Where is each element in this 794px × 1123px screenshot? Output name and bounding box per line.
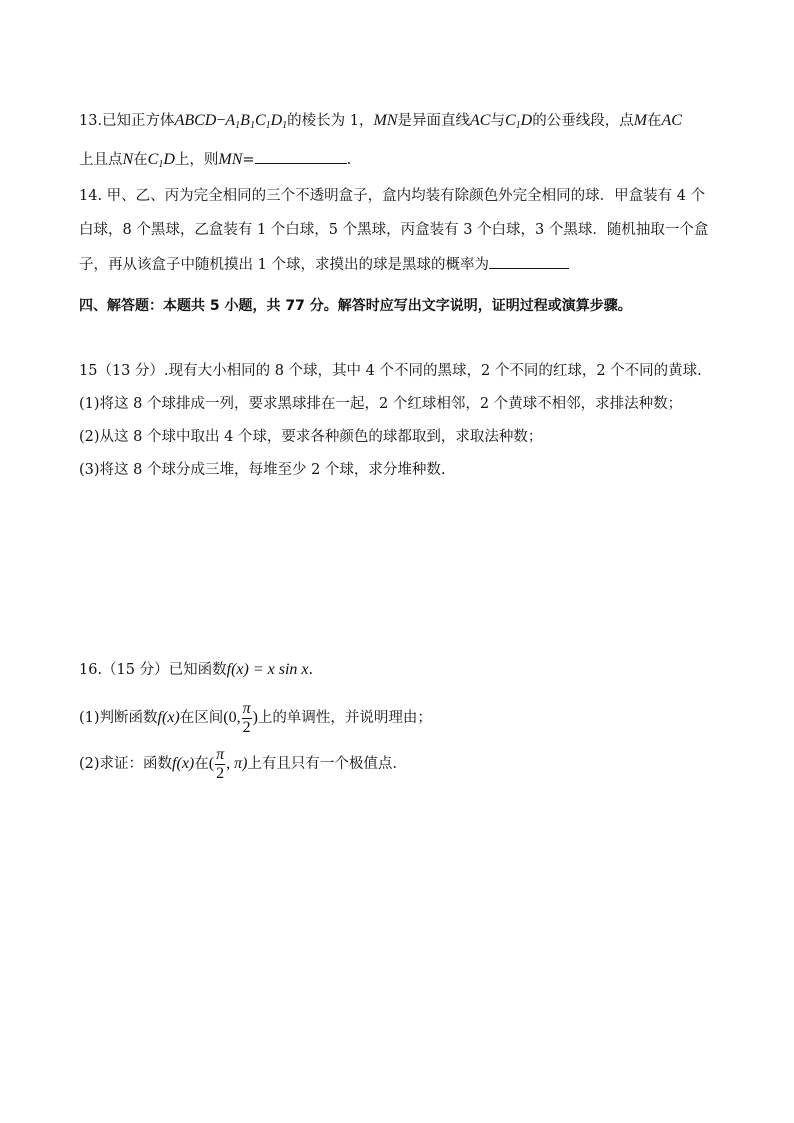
q14-line2: 白球，8 个黑球，乙盒装有 1 个白球，5 个黑球，丙盒装有 3 个白球，3 个黑球．随机抽取一个盒 xyxy=(79,222,709,238)
fraction-pi-over-2: $\frac{\pi}{2}$ xyxy=(216,745,225,782)
q13-line2 xyxy=(79,149,351,170)
point-n: N xyxy=(122,151,134,168)
q16-part2 xyxy=(79,744,397,784)
q14-text: 子，再从该盒子中随机摸出 1 个球，求摸出的球是黑球的概率为 xyxy=(79,257,489,273)
q13-text: 与 xyxy=(490,113,505,129)
q16-text: (2)求证：函数 xyxy=(79,756,173,772)
q13-text: 上且点 xyxy=(79,152,123,168)
fraction-pi-over-2: $\frac{\pi}{2}$ xyxy=(242,699,251,736)
q16-text: 在 xyxy=(194,756,209,772)
section-heading: 四、解答题：本题共 5 小题，共 77 分。解答时应写出文字说明，证明过程或演算步骤。 xyxy=(79,298,632,314)
function-fx: f(x) xyxy=(172,755,195,772)
line-ac: AC xyxy=(661,112,682,129)
answer-blank[interactable] xyxy=(255,149,347,164)
line-c1d: $C_1D$ xyxy=(147,151,175,170)
q15-part1: (1)将这 8 个球排成一列，要求黑球排在一起，2 个红球相邻，2 个黄球不相邻，求排法种数； xyxy=(79,396,683,412)
line-c1d: $C_1D$ xyxy=(504,112,533,131)
segment-mn: MN xyxy=(373,112,398,129)
period: . xyxy=(308,662,314,678)
function-definition: (x) = x sin x xyxy=(231,661,309,678)
q16-text: 在区间 xyxy=(179,710,224,726)
function-f: f xyxy=(226,661,232,678)
q16-part1 xyxy=(79,698,432,738)
q13-text: 是异面直线 xyxy=(397,113,471,129)
q13-text: 的棱长为 1， xyxy=(287,113,374,129)
q15-stem: 15（13 分）.现有大小相同的 8 个球，其中 4 个不同的黑球，2 个不同的红球，2 个不同的黄球. xyxy=(79,363,702,379)
q13-text: 上，则 xyxy=(174,152,219,168)
period: . xyxy=(346,152,352,168)
q13-text: 在 xyxy=(647,113,662,129)
q13-text: 的公垂线段，点 xyxy=(532,113,634,129)
q16-stem xyxy=(79,660,313,680)
function-fx: f(x) xyxy=(157,709,180,726)
q14-line1: 14. 甲、乙、丙为完全相同的三个不透明盒子，盒内均装有除颜色外完全相同的球．甲盒装有 4 个 xyxy=(79,188,706,204)
q16-text: 16.（15 分）已知函数 xyxy=(79,662,227,678)
segment-mn: MN xyxy=(218,151,243,168)
q16-text: (1)判断函数 xyxy=(79,710,158,726)
q16-text: 上有且只有一个极值点. xyxy=(247,756,398,772)
line-ac: AC xyxy=(470,112,491,129)
q13-text: 在 xyxy=(133,152,148,168)
solid-a1b1c1d1: $A_1B_1C_1D_1$ xyxy=(225,112,288,131)
q13-line1 xyxy=(79,111,682,131)
q13-text: 13.已知正方体 xyxy=(79,113,175,129)
q16-text: 上的单调性，并说明理由； xyxy=(257,710,432,726)
q15-part2: (2)从这 8 个球中取出 4 个球，要求各种颜色的球都取到，求取法种数； xyxy=(79,429,543,445)
answer-blank[interactable] xyxy=(489,254,569,269)
q14-line3 xyxy=(79,254,569,275)
interval-close: , π) xyxy=(226,755,248,772)
point-m: M xyxy=(633,112,648,129)
solid-abcd: ABCD xyxy=(174,112,217,129)
interval-open: (0, xyxy=(223,709,241,726)
q15-part3: (3)将这 8 个球分成三堆，每堆至少 2 个球，求分堆种数. xyxy=(79,462,446,478)
equals-sign: = xyxy=(242,152,255,168)
interval-open: ( xyxy=(208,755,215,772)
interval-close: ) xyxy=(252,709,258,726)
minus-sign: − xyxy=(216,112,226,129)
